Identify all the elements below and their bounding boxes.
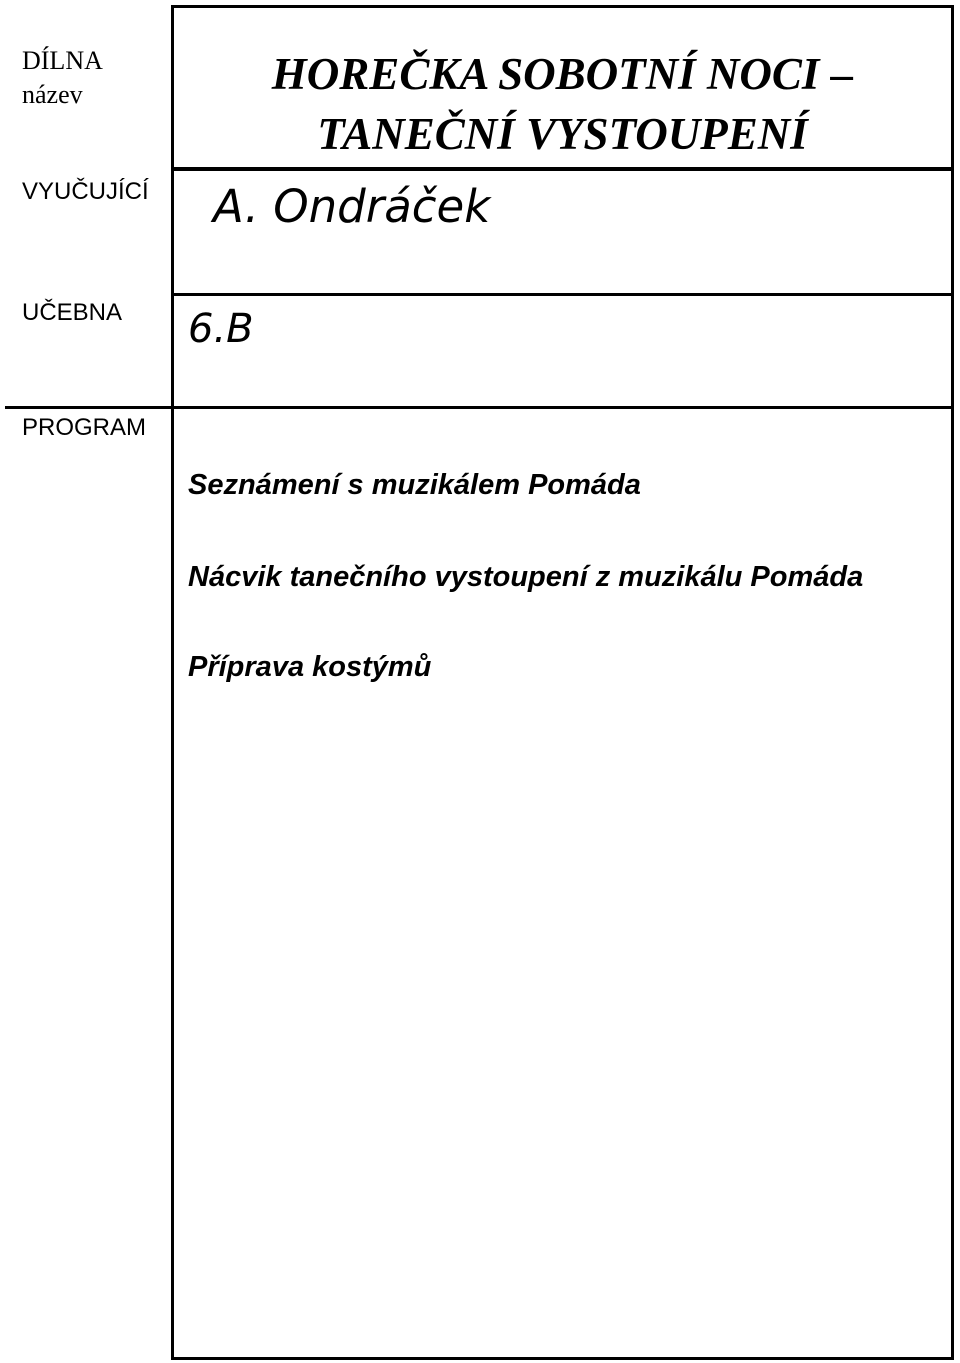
program-item: Seznámení s muzikálem Pomáda xyxy=(188,469,641,501)
workshop-title-line2: TANEČNÍ VYSTOUPENÍ xyxy=(317,109,808,159)
program-label: PROGRAM xyxy=(22,414,147,441)
room-label: UČEBNA xyxy=(22,299,123,326)
workshop-label-line1: DÍLNA xyxy=(22,46,103,75)
border-left-column xyxy=(171,5,174,1360)
program-item: Příprava kostýmů xyxy=(188,651,432,683)
border-title-bottom xyxy=(172,167,954,171)
workshop-title-line1: HOREČKA SOBOTNÍ NOCI – xyxy=(271,49,854,99)
workshop-label xyxy=(22,44,103,112)
border-bottom xyxy=(172,1357,954,1360)
teacher-label: VYUČUJÍCÍ xyxy=(22,178,149,205)
workshop-title xyxy=(174,44,951,164)
workshop-label-line2: název xyxy=(22,80,83,109)
border-right xyxy=(951,5,954,1360)
teacher-name: A. Ondráček xyxy=(213,180,491,233)
border-room-bottom xyxy=(5,406,954,409)
border-teacher-bottom xyxy=(172,293,954,296)
room-value: 6.B xyxy=(188,306,254,352)
program-item: Nácvik tanečního vystoupení z muzikálu Pomáda xyxy=(188,561,864,593)
border-top xyxy=(172,5,954,8)
